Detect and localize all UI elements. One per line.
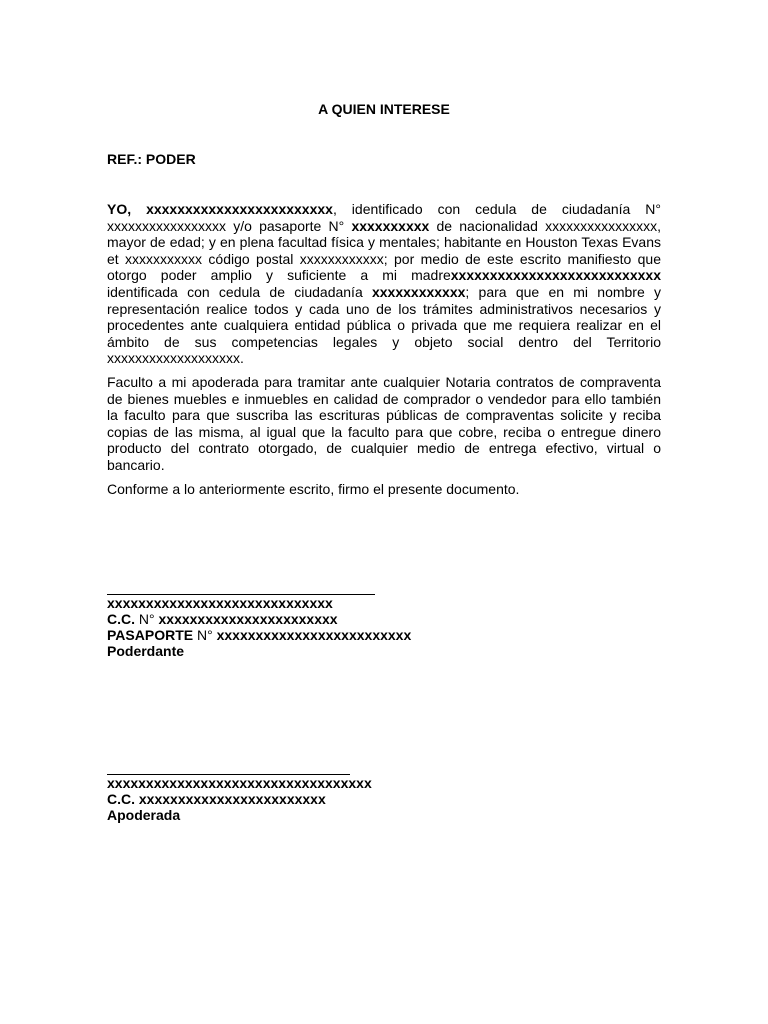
signature-line [107, 760, 350, 775]
signer-name: xxxxxxxxxxxxxxxxxxxxxxxxxxxxxxxxxx [107, 775, 372, 791]
signer-name: xxxxxxxxxxxxxxxxxxxxxxxxxxxxx [107, 595, 333, 611]
paragraph-closing: Conforme a lo anteriormente escrito, firmo el presente documento. [107, 481, 520, 497]
signer-cc: C.C. xxxxxxxxxxxxxxxxxxxxxxxx [107, 791, 326, 807]
cc-value: xxxxxxxxxxxxxxxxxxxxxxx [158, 611, 338, 627]
mother-name: xxxxxxxxxxxxxxxxxxxxxxxxxxx [450, 267, 661, 284]
passport-number: xxxxxxxxxx [351, 217, 430, 234]
signature-line [107, 580, 375, 595]
grantor-name: xxxxxxxxxxxxxxxxxxxxxxxx [146, 201, 333, 217]
signature-block-apoderada [107, 760, 372, 823]
cc-symbol: N° [135, 611, 159, 627]
declaration-text-1: , identificado con cedula de ciudadanía N° xxxxxxxxxxxxxxxxx y/o pasaporte N° [107, 201, 661, 234]
paragraph-faculties: Faculto a mi apoderada para tramitar ante cualquier Notaria contratos de compraventa de bienes muebles e inmuebles en calidad de comprador o vendedor para ello también la faculto para que suscriba las escrituras públicas de compraventas solicite y reciba copias de las misma, al igual que la faculto para que cobre, reciba o entregue dinero producto del contrato otorgado, de cualquier medio de entrega efectivo, virtual o bancario. [107, 374, 661, 473]
yo-label: YO, [107, 201, 132, 217]
passport-symbol: N° [193, 627, 217, 643]
document-title: A QUIEN INTERESE [318, 101, 450, 117]
declaration-text-4: ; para que en mi nombre y representación realice todos y cada uno de los trámites administrativos necesarios y procedentes ante cualquiera entidad pública o privada que me requiera realizar en el ámbito de sus competencias legales y objeto social dentro del Territorio xxxxxxxxxxxxxxxxxxx. [107, 283, 661, 367]
reference-line: REF.: PODER [107, 151, 196, 167]
passport-label: PASAPORTE [107, 627, 194, 643]
paragraph-declaration [107, 201, 661, 367]
mother-id: xxxxxxxxxxxx [371, 283, 466, 300]
cc-label: C.C. [107, 611, 135, 627]
signer-role: Poderdante [107, 643, 185, 659]
passport-value: xxxxxxxxxxxxxxxxxxxxxxxxx [216, 627, 412, 643]
signer-cc [107, 611, 411, 627]
declaration-text-3: identificada con cedula de ciudadanía [107, 283, 372, 300]
declaration-text-2: de nacionalidad xxxxxxxxxxxxxxxx, mayor de edad; y en plena facultad física y mentales; habitante en Houston Texas Evans et xxxxxxxxxxx código postal xxxxxxxxxxxx; por medio de este escrito manifiesto que otorgo poder amplio y suficiente a mi madre [107, 217, 661, 284]
signer-passport [107, 627, 411, 643]
signer-role: Apoderada [107, 807, 181, 823]
signature-block-poderdante [107, 580, 411, 659]
